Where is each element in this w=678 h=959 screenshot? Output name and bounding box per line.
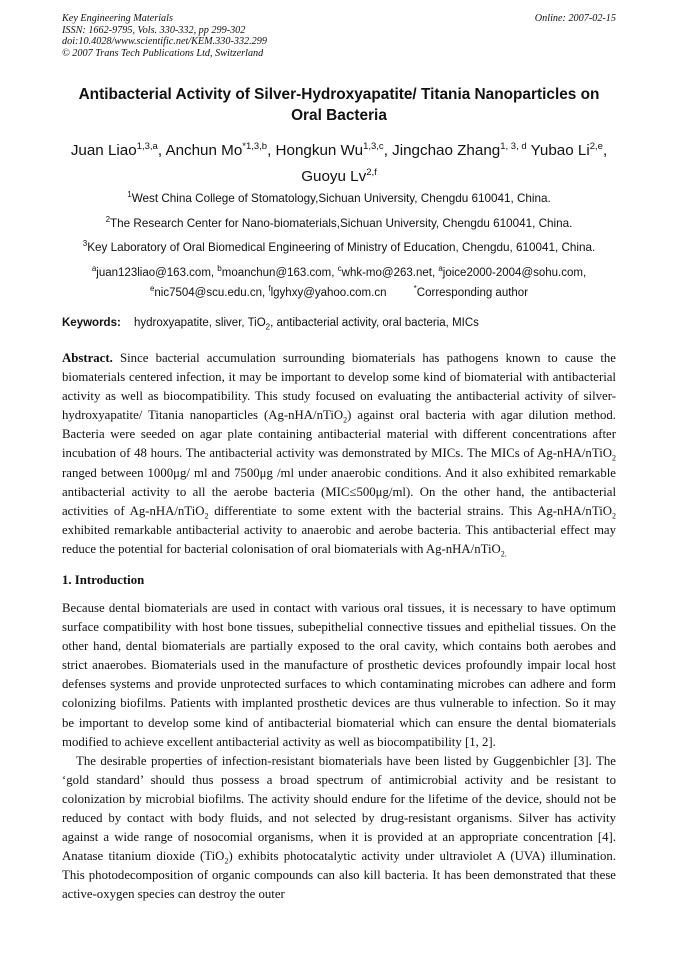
keywords xyxy=(62,315,616,331)
email: moanchun@163.com, xyxy=(221,266,338,279)
journal-header xyxy=(62,13,616,59)
email: whk-mo@263.net, xyxy=(341,266,439,279)
corresponding-author-note: Corresponding author xyxy=(416,286,529,299)
author: Juan Liao$^{1,3,a}$, xyxy=(70,141,166,160)
doi-line: doi:10.4028/www.scientific.net/KEM.330-332.299 xyxy=(62,36,267,47)
email: juan123liao@163.com, xyxy=(96,266,218,279)
author: Guoyu Lv$^{2,f}$ xyxy=(301,167,377,186)
copyright-line: © 2007 Trans Tech Publications Ltd, Switzerland xyxy=(62,47,264,59)
affiliation-1: $^1$West China College of Stomatology,Sichuan University, Chengdu 610041, China. xyxy=(127,190,551,205)
author: Hongkun Wu$^{1,3,c}$, xyxy=(275,141,393,160)
email: joice2000-2004@sohu.com, xyxy=(442,266,587,279)
author: Jingchao Zhang$^{1, 3, d}$ xyxy=(392,141,527,160)
keywords-label: Keywords: xyxy=(62,317,121,329)
affiliation-2: $^2$The Research Center for Nano-biomaterials,Sichuan University, Chengdu 610041, China. xyxy=(105,215,573,230)
paper-title: Antibacterial Activity of Silver-Hydroxyapatite/ Titania Nanoparticles on Oral Bacteria xyxy=(78,86,600,124)
abstract xyxy=(62,349,616,559)
abstract-label: Abstract. xyxy=(62,351,113,365)
journal-name: Key Engineering Materials xyxy=(62,13,173,24)
paragraph: Because dental biomaterials are used in contact with various oral tissues, it is necessary to have optimum surface compatibility with host bone tissues, subepithelial connective tissues and epithelial tissues. On the other hand, dental biomaterials are partially exposed to the oral cavity, which contains both aerobes and strict anaerobes. Biomaterials used in the manufacture of prosthetic devices profoundly impair local host defenses systems and provide unprotected surfaces to which contaminating microbes can adhere and form colonizing biofilms. Patients with implanted prosthetic devices are thus vulnerable to infection. So it may be important to develop some kind of antibacterial biomaterial which can ensure the dental biomaterials modified to achieve excellent antibacterial activity as well as biocompatibility [1, 2]. xyxy=(62,601,616,749)
paragraph: The desirable properties of infection-resistant biomaterials have been listed by Guggenbichler [3]. The ‘gold standard’ should thus possess a broad spectrum of antimicrobial activity and be resistant to colonization by microbial biofilms. The activity should endure for the lifetime of the device, should not be reduced by contact with body fluids, and not selected by drug-resistant organisms. Silver has activity against a wide range of nosocomial organisms, when it is provided at an appropriate concentration [4]. Anatase titanium dioxide (TiO$_2$) exhibits photocatalytic activity under ultraviolet A (UVA) illumination. This photodecomposition of organic compounds can also kill bacteria. It has been demonstrated that these active-oxygen species can destroy the outer xyxy=(62,753,616,902)
author: Yubao Li$^{2,e}$, xyxy=(530,141,608,160)
author: Anchun Mo$^{*1,3,b}$, xyxy=(165,141,276,160)
email: nic7504@scu.edu.cn, xyxy=(154,286,269,299)
keywords-text: hydroxyapatite, sliver, TiO$_2$, antibacterial activity, oral bacteria, MICs xyxy=(134,317,479,332)
email-list: $^a$juan123liao@163.com, $^b$moanchun@163.com, $^c$whk-mo@263.net, $^a$joice2000-2004@sohu.com, $^e$nic7504@scu.edu.cn, $^f$lgyhxy@yahoo.com.cn *Corresponding author xyxy=(91,264,587,299)
issn-line: ISSN: 1662-9795, Vols. 330-332, pp 299-302 xyxy=(62,24,246,36)
section-heading: 1. Introduction xyxy=(62,573,145,587)
affiliation-3: $^3$Key Laboratory of Oral Biomedical Engineering of Ministry of Education, Chengdu, 610041, China. xyxy=(82,239,596,254)
online-date: Online: 2007-02-15 xyxy=(534,13,616,24)
email: lgyhxy@yahoo.com.cn xyxy=(270,286,387,299)
introduction xyxy=(62,599,616,905)
abstract-text: Since bacterial accumulation surrounding biomaterials has pathogens known to cause the biomaterials centered infection, it may be important to develop some kind of biomaterial with antibacterial activity as well as biocompatibility. This study focused on evaluating the antibacterial activity of silver-hydroxyapatite/ Titania nanoparticles (Ag-nHA/nTiO$_2$) against oral bacteria with agar dilution method. Bacteria were seeded on agar plate containing antibacterial material with different concentrations after incubation of 48 hours. The antibacterial activity was demonstrated by MICs. The MICs of Ag-nHA/nTiO$_2$ ranged between 1000μg/ ml and 7500μg /ml under anaerobic conditions. And it also exhibited remarkable antibacterial activity to all the aerobe bacteria (MIC≤500μg/ml). On the other hand, the antibacterial activities of Ag-nHA/nTiO$_2$ differentiate to some extent with the bacterial strains. This Ag-nHA/nTiO$_2$ exhibited remarkable antibacterial activity to anaerobic and aerobe bacteria. This antibacterial effect may reduce the potential for bacterial colonisation of oral biomaterials with Ag-nHA/nTiO$_{2.}$ xyxy=(62,351,616,559)
author-list xyxy=(62,136,616,188)
